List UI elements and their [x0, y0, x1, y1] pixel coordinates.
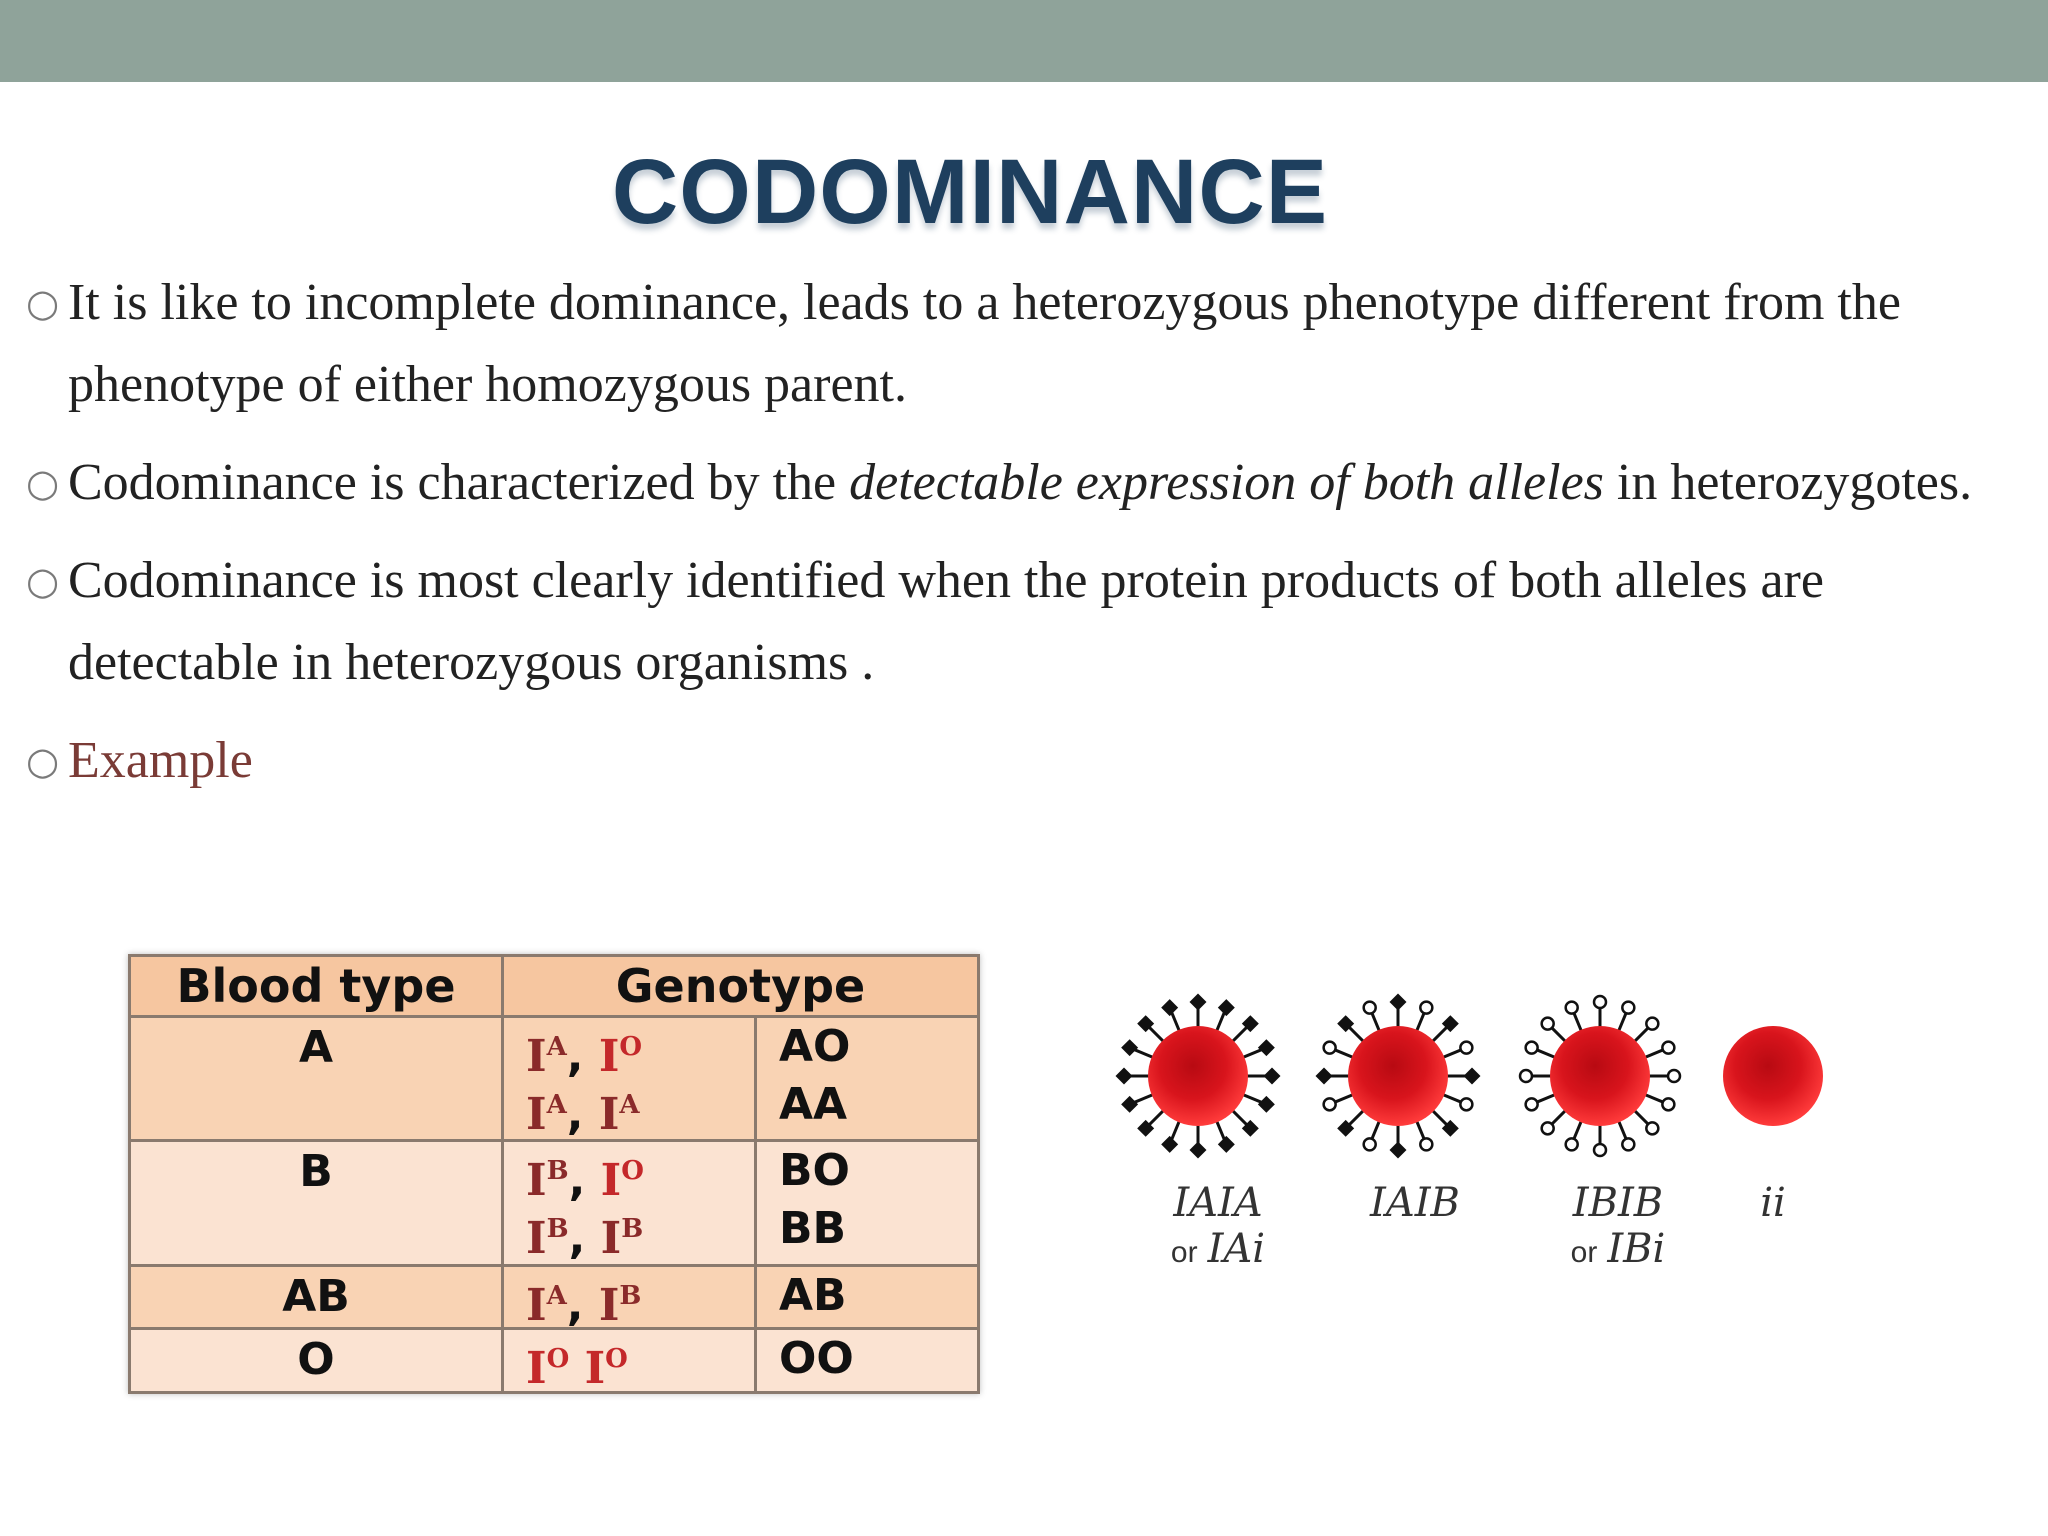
table-row-b: [130, 1141, 979, 1265]
label-cell-ab: [1345, 1180, 1485, 1226]
red-blood-cell: [1348, 1026, 1448, 1126]
allele-cell: $I^B$, $I^O$ $I^B$, $I^B$: [503, 1141, 756, 1265]
antigen-b-marker: [1460, 1042, 1472, 1054]
or-label: or: [1170, 1236, 1198, 1269]
top-banner: [0, 0, 2048, 82]
genotype-label: ii: [1760, 1180, 1786, 1226]
antigen-b-marker: [1662, 1098, 1674, 1110]
bullet-2: [26, 442, 2016, 524]
genotype-label: IAIA: [1173, 1180, 1263, 1226]
antigen-b-marker: [1420, 1138, 1432, 1150]
cell-type-o: [1723, 1026, 1823, 1126]
antigen-b-marker: [1526, 1042, 1538, 1054]
header-blood-type: Blood type: [130, 956, 503, 1017]
genotype-label: IAIB: [1370, 1180, 1460, 1226]
allele-cell: $I^O$ $I^O$: [503, 1329, 756, 1393]
alt-genotype-label: IAi: [1207, 1226, 1266, 1272]
antigen-b-marker: [1622, 1138, 1634, 1150]
genotype-cell: OO: [756, 1329, 979, 1393]
cell-type-ab: [1316, 994, 1481, 1159]
antigen-a-marker: [1161, 999, 1178, 1016]
bullet-marker: ○: [26, 559, 60, 603]
antigen-a-marker: [1218, 999, 1235, 1016]
antigen-b-marker: [1364, 1138, 1376, 1150]
red-blood-cell: [1550, 1026, 1650, 1126]
table-row-ab: [130, 1265, 979, 1329]
bullet-3: [26, 540, 2016, 704]
antigen-b-marker: [1668, 1070, 1680, 1082]
genotype-cell: AB: [756, 1265, 979, 1329]
genotype-cell: BO BB: [756, 1141, 979, 1265]
bullet-1-text: It is like to incomplete dominance, leads to a heterozygous phenotype different from the phenotype of either homozygous parent.: [68, 274, 1901, 413]
label-cell-o: [1703, 1180, 1843, 1226]
antigen-a-marker: [1190, 1142, 1207, 1159]
bullet-3-text: Codominance is most clearly identified when the protein products of both alleles are detectable in heterozygous organisms .: [68, 552, 1824, 691]
antigen-b-marker: [1646, 1018, 1658, 1030]
slide-title: CODOMINANCE: [611, 141, 1329, 243]
antigen-b-marker: [1364, 1002, 1376, 1014]
antigen-b-marker: [1520, 1070, 1532, 1082]
cell-type-a: [1116, 994, 1281, 1159]
antigen-b-marker: [1420, 1002, 1432, 1014]
blood-type-cell: O: [130, 1329, 503, 1393]
antigen-a-marker: [1121, 1039, 1138, 1056]
red-blood-cell: [1148, 1026, 1248, 1126]
blood-type-cell: AB: [130, 1265, 503, 1329]
alt-genotype-label: IBi: [1607, 1226, 1666, 1272]
antigen-a-marker: [1258, 1096, 1275, 1113]
antigen-b-marker: [1324, 1098, 1336, 1110]
bullet-example-text: Example: [68, 732, 253, 789]
bullet-2-text-pre: Codominance is characterized by the: [68, 454, 850, 511]
antigen-a-marker: [1161, 1136, 1178, 1153]
header-genotype: Genotype: [503, 956, 979, 1017]
antigen-b-marker: [1542, 1018, 1554, 1030]
antigen-a-marker: [1464, 1068, 1481, 1085]
antigen-b-marker: [1542, 1122, 1554, 1134]
table-row-o: [130, 1329, 979, 1393]
antigen-b-marker: [1622, 1002, 1634, 1014]
antigen-b-marker: [1594, 996, 1606, 1008]
antigen-b-marker: [1324, 1042, 1336, 1054]
bullet-2-text-post: in heterozygotes.: [1603, 454, 1973, 511]
bullet-marker: ○: [26, 461, 60, 505]
blood-type-table: [128, 954, 980, 1394]
bullet-marker: ○: [26, 281, 60, 325]
bullet-marker: ○: [26, 739, 60, 783]
bullet-list: [26, 262, 2016, 818]
blood-cells-svg: [1090, 980, 1870, 1210]
antigen-b-marker: [1594, 1144, 1606, 1156]
bullet-2-emphasis: detectable expression of both alleles: [849, 454, 1604, 511]
or-label: or: [1570, 1236, 1598, 1269]
antigen-a-marker: [1258, 1039, 1275, 1056]
allele-cell: $I^A$, $I^O$ $I^A$, $I^A$: [503, 1017, 756, 1141]
genotype-label: IBIB: [1572, 1180, 1664, 1226]
antigen-a-marker: [1190, 994, 1207, 1011]
bullet-1: [26, 262, 2016, 426]
antigen-a-marker: [1316, 1068, 1333, 1085]
antigen-b-marker: [1526, 1098, 1538, 1110]
bullet-example: [26, 720, 2016, 802]
antigen-a-marker: [1390, 1142, 1407, 1159]
blood-type-cell: A: [130, 1017, 503, 1141]
antigen-a-marker: [1116, 1068, 1133, 1085]
label-cell-a: [1148, 1180, 1288, 1272]
antigen-a-marker: [1264, 1068, 1281, 1085]
antigen-a-marker: [1390, 994, 1407, 1011]
blood-type-cell: B: [130, 1141, 503, 1265]
antigen-b-marker: [1566, 1002, 1578, 1014]
antigen-a-marker: [1218, 1136, 1235, 1153]
antigen-b-marker: [1662, 1042, 1674, 1054]
antigen-b-marker: [1566, 1138, 1578, 1150]
cell-type-b: [1520, 996, 1680, 1156]
antigen-a-marker: [1121, 1096, 1138, 1113]
allele-cell: $I^A$, $I^B$: [503, 1265, 756, 1329]
table-row-a: [130, 1017, 979, 1141]
genotype-cell: AO AA: [756, 1017, 979, 1141]
label-cell-b: [1548, 1180, 1688, 1272]
blood-cell-illustration: [1090, 980, 1870, 1310]
antigen-b-marker: [1646, 1122, 1658, 1134]
antigen-b-marker: [1460, 1098, 1472, 1110]
